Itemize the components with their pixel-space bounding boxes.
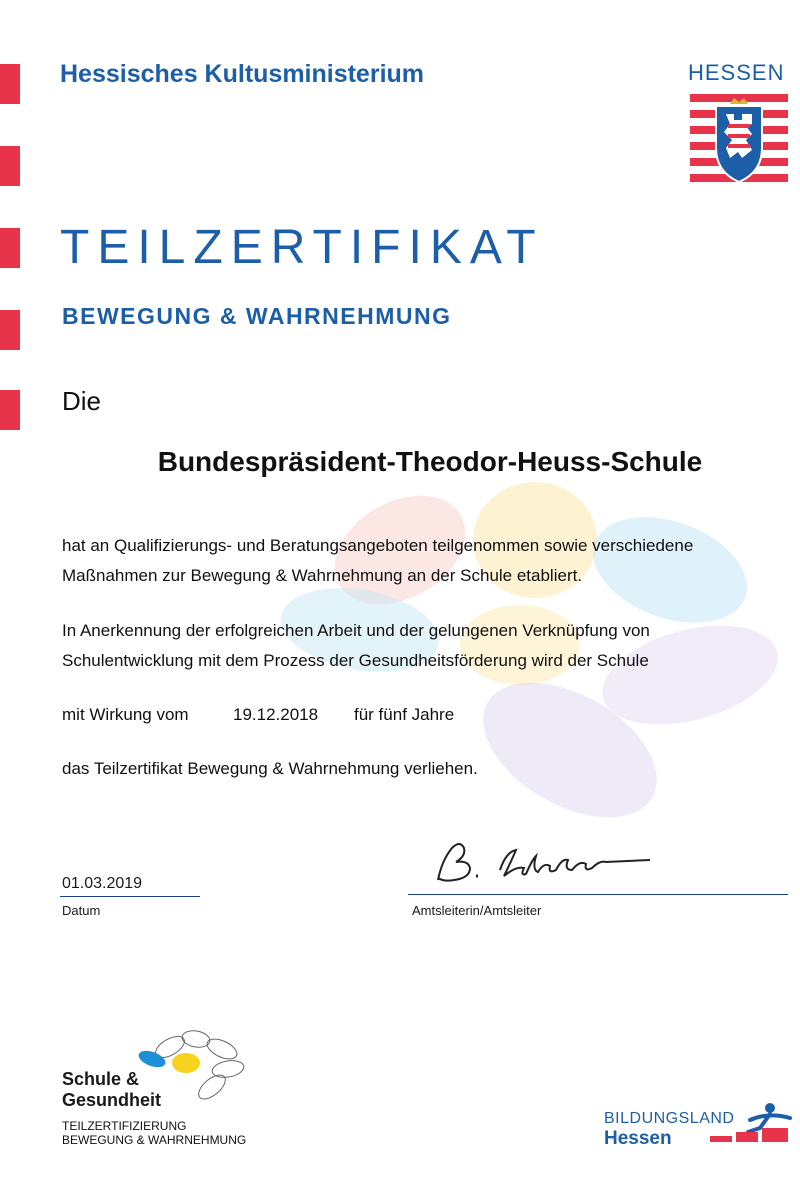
paragraph-line: In Anerkennung der erfolgreichen Arbeit und der gelungenen Verknüpfung von [62,621,650,640]
bildungsland-line: Hessen [604,1128,672,1149]
certificate-title: TEILZERTIFIKAT [60,221,544,274]
date-underline [60,896,200,897]
program-caption [62,1119,246,1147]
program-logo-text [62,1069,161,1111]
school-name: Bundespräsident-Theodor-Heuss-Schule [157,446,703,477]
effective-duration: für fünf Jahre [354,705,455,724]
effective-date: 19.12.2018 [233,705,319,724]
handwritten-signature [420,830,660,894]
ministry-name: Hessisches Kultusministerium [60,60,425,88]
paragraph-line: hat an Qualifizierungs- und Beratungsangeboten teilgenommen sowie verschiedene [62,536,694,555]
closing-line: das Teilzertifikat Bewegung & Wahrnehmung verliehen. [62,759,478,778]
jumping-figure-icon [700,1102,792,1146]
hessen-coat-of-arms-icon [690,92,788,190]
bildungsland-line: BILDUNGSLAND [604,1110,735,1127]
program-logo-line: Gesundheit [62,1090,162,1110]
certificate-subtitle: BEWEGUNG & WAHRNEHMUNG [62,303,452,329]
effective-prefix: mit Wirkung vom [62,705,189,724]
program-caption-line: BEWEGUNG & WAHRNEHMUNG [62,1133,247,1147]
margin-mark [0,146,20,186]
margin-mark [0,228,20,268]
date-label: Datum [62,903,101,918]
margin-mark [0,390,20,430]
intro-word: Die [62,386,102,416]
program-caption-line: TEILZERTIFIZIERUNG [62,1119,187,1133]
signature-underline [408,894,788,895]
issue-date: 01.03.2019 [62,875,143,892]
signer-label: Amtsleiterin/Amtsleiter [412,903,542,918]
program-logo-line: Schule & [62,1069,140,1089]
margin-mark [0,310,20,350]
state-label: HESSEN [688,60,785,85]
margin-mark [0,64,20,104]
paragraph-line: Maßnahmen zur Bewegung & Wahrnehmung an der Schule etabliert. [62,566,583,585]
paragraph-line: Schulentwicklung mit dem Prozess der Gesundheitsförderung wird der Schule [62,651,649,670]
